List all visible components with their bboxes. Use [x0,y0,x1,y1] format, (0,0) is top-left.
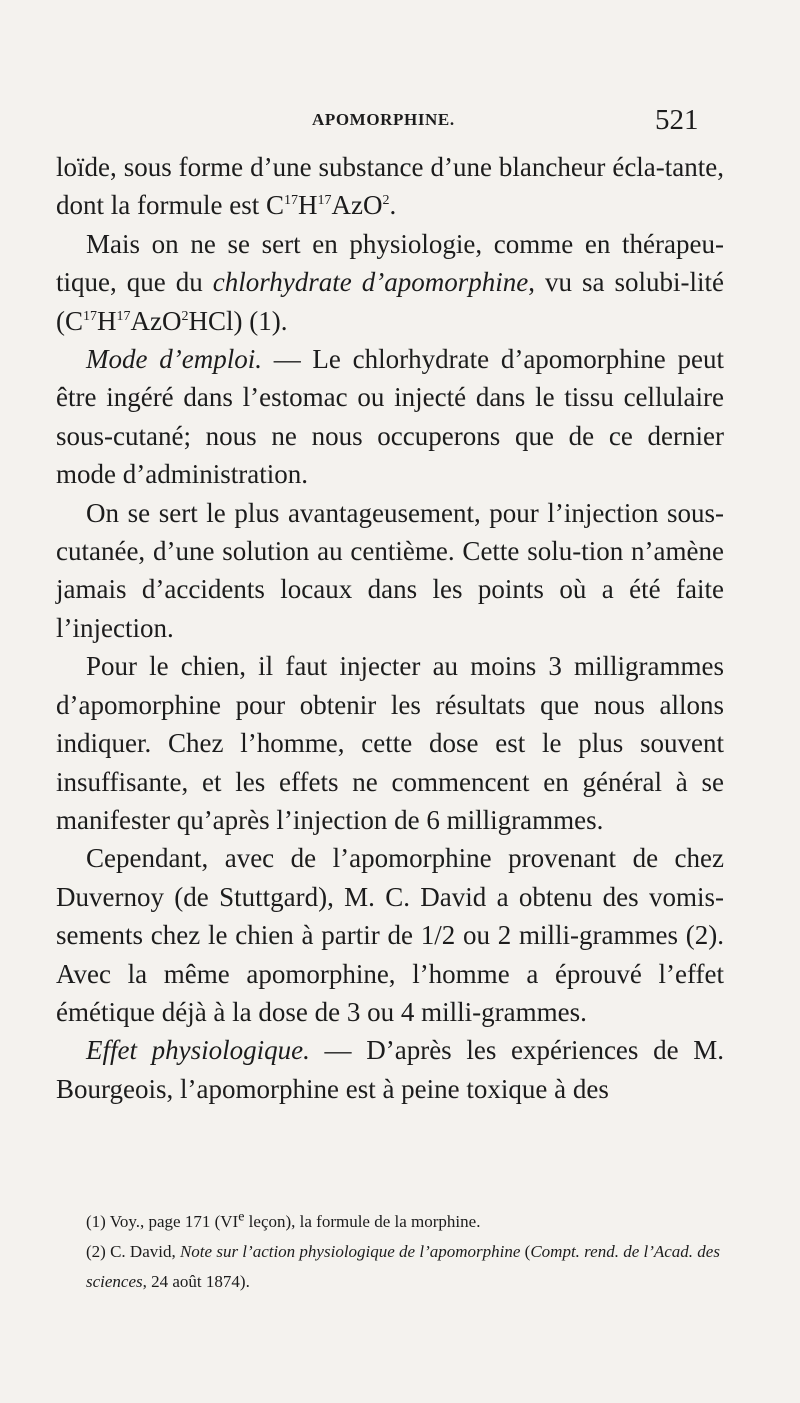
footnote-2-text-c: , 24 août 1874). [142,1272,250,1291]
running-head [0,104,800,138]
p2-text-c: H [97,305,117,336]
p1-sup-3: 2 [382,193,390,209]
body-text [56,148,724,1108]
running-head-title: APOMORPHINE. [312,110,455,129]
p1-sup-2: 17 [317,193,332,209]
footnotes [62,1207,726,1297]
footnote-2-text-a: C. David, [105,1242,180,1261]
paragraph-6: Cependant, avec de l’apomorphine provenant de chez Duvernoy (de Stuttgard), M. C. David a obtenu des vomis-sements chez le chien à partir de 1/2 ou 2 milli-grammes (2). Avec la même apomorphine, l’homme a éprouvé l’effet émétique déjà à la dose de 3 ou 4 milli-grammes. [56,843,724,1027]
footnote-2-journal: Compt. rend. de l’Acad. des sciences [86,1242,720,1291]
page-number: 521 [655,104,699,136]
footnote-1-marker: (1) [86,1212,106,1231]
p7-text: — D’après les expériences de M. Bourgeois, l’apomorphine est à peine toxique à des [56,1035,725,1104]
section-heading-mode-emploi: Mode d’emploi. [86,344,262,375]
p1-text-b: H [297,190,318,221]
p2-text-a: Mais on ne se sert en physiologie, comme en thérapeu-tique, que du [56,228,724,298]
p2-text-b: , vu sa solubi-lité (C [56,267,724,336]
p1-text-a: loïde, sous forme d’une substance d’une blancheur écla-tante, dont la formule est C [56,152,724,221]
footnote-1 [62,1207,726,1237]
p2-emphasis: chlorhydrate d’apomorphine [212,267,529,298]
paragraph-1 [56,148,724,225]
footnote-2-text-b: ( [520,1242,531,1261]
footnote-2-marker: (2) [86,1242,106,1261]
paragraph-4: On se sert le plus avantageusement, pour l’injection sous-cutanée, d’une solution au centième. Cette solu-tion n’amène jamais d’accidents locaux dans les points où a été faite l’injection. [56,497,724,643]
p2-sup-3: 2 [181,308,189,324]
footnote-1-text-b: leçon), la formule de la morphine. [244,1212,481,1231]
footnote-1-sup: e [238,1209,245,1225]
p2-text-d: AzO [130,305,182,336]
p1-text-c: AzO [331,190,383,221]
paragraph-5: Pour le chien, il faut injecter au moins 3 milligrammes d’apomorphine pour obtenir les résultats que nous allons indiquer. Chez l’homme, cette dose est le plus souvent insuffisante, et les effets ne commencent en général à se manifester qu’après l’injection de 6 milligrammes. [56,651,724,835]
p3-text: — Le chlorhydrate d’apomorphine peut être ingéré dans l’estomac ou injecté dans le tissu cellulaire sous-cutané; nous ne nous occuperons que de ce dernier mode d’administration. [56,344,725,490]
p2-text-e: HCl) (1). [188,305,288,336]
section-heading-effet-physiologique: Effet physiologique. [86,1035,310,1066]
footnote-2 [62,1237,726,1297]
p1-sup-1: 17 [283,193,298,209]
footnote-2-title: Note sur l’action physiologique de l’apomorphine [179,1242,521,1261]
p2-sup-2: 17 [116,308,131,324]
paragraph-2 [56,225,724,340]
footnote-1-text-a: Voy., page 171 (VI [105,1212,239,1231]
paragraph-7 [56,1031,724,1108]
paragraph-3 [56,340,724,494]
p2-sup-1: 17 [83,308,97,324]
p1-text-d: . [389,190,397,221]
